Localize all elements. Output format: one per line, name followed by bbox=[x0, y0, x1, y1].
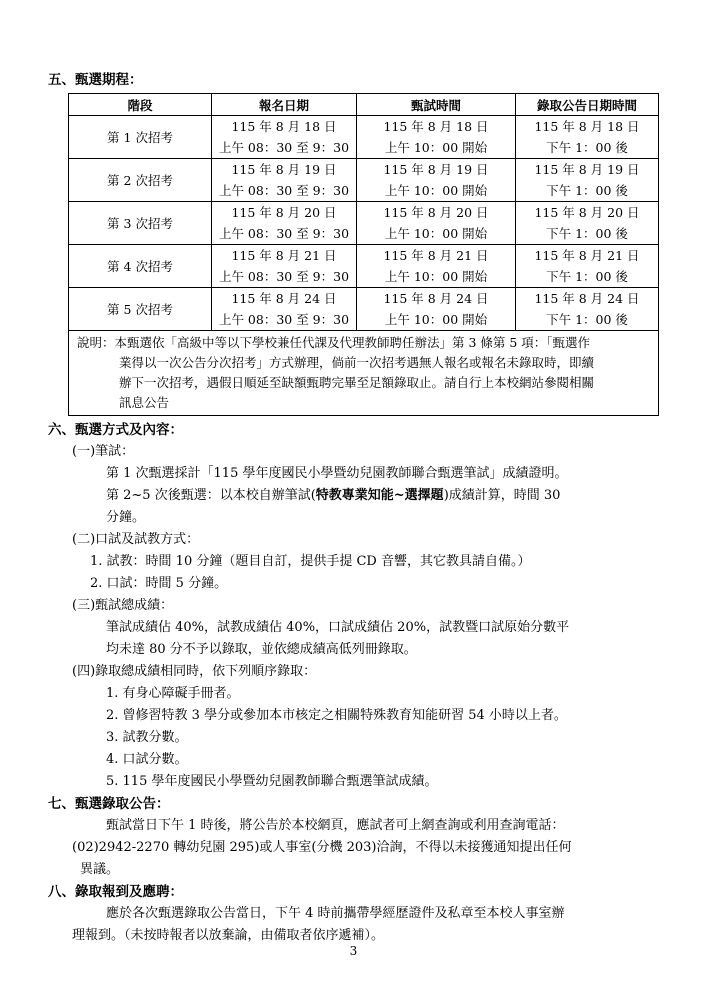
written-exam-heading: (一)筆試： bbox=[72, 444, 135, 459]
written-exam-line: 第 2~5 次後甄選：以本校自辦筆試(特教專業知能~選擇題)成績計算，時間 30 bbox=[106, 488, 561, 503]
exam-cell bbox=[357, 202, 516, 245]
section-8-heading: 八、錄取報到及應聘： bbox=[48, 884, 183, 900]
table-row bbox=[69, 159, 659, 202]
announcement-time: 下午 1：00 後 bbox=[546, 269, 628, 284]
announcement-date: 115 年 8 月 24 日 bbox=[534, 291, 640, 306]
announcement-time: 下午 1：00 後 bbox=[546, 312, 628, 327]
announcement-line: 異議。 bbox=[80, 862, 120, 877]
header-announcement-time: 錄取公告日期時間 bbox=[516, 94, 659, 116]
tie-break-item: 4. 口試分數。 bbox=[106, 752, 188, 767]
stage-cell: 第 4 次招考 bbox=[69, 245, 212, 288]
registration-date: 115 年 8 月 21 日 bbox=[231, 248, 337, 263]
registration-cell bbox=[212, 288, 357, 331]
section-5-heading: 五、甄選期程： bbox=[48, 72, 143, 88]
registration-cell bbox=[212, 159, 357, 202]
exam-date: 115 年 8 月 20 日 bbox=[383, 205, 489, 220]
header-registration-date: 報名日期 bbox=[212, 94, 357, 116]
exam-cell bbox=[357, 159, 516, 202]
written-exam-line: 第 1 次甄選採計「115 學年度國民小學暨幼兒園教師聯合甄選筆試」成績證明。 bbox=[106, 466, 568, 481]
exam-time: 上午 10：00 開始 bbox=[384, 183, 488, 198]
tie-break-heading: (四)錄取總成績相同時，依下列順序錄取： bbox=[72, 664, 317, 679]
exam-date: 115 年 8 月 19 日 bbox=[383, 162, 489, 177]
table-note bbox=[69, 331, 659, 416]
stage-cell: 第 2 次招考 bbox=[69, 159, 212, 202]
tie-break-item: 2. 曾修習特教 3 學分或參加本市核定之相關特殊教育知能研習 54 小時以上者。 bbox=[106, 708, 567, 723]
total-score-line: 筆試成績佔 40%，試教成績佔 40%，口試成績佔 20%，試教暨口試原始分數平 bbox=[106, 620, 570, 635]
note-line: 業得以一次公告分次招考」方式辦理，倘前一次招考遇無人報名或報名未錄取時，即續 bbox=[119, 355, 595, 370]
written-exam-line: 分鐘。 bbox=[106, 510, 146, 525]
total-score-heading: (三)甄試總成績： bbox=[72, 598, 174, 613]
registration-date: 115 年 8 月 24 日 bbox=[231, 291, 337, 306]
table-row bbox=[69, 288, 659, 331]
registration-time: 上午 08：30 至 9：30 bbox=[218, 183, 350, 198]
table-note-row bbox=[69, 331, 659, 416]
exam-time: 上午 10：00 開始 bbox=[384, 269, 488, 284]
header-stage: 階段 bbox=[69, 94, 212, 116]
exam-date: 115 年 8 月 24 日 bbox=[383, 291, 489, 306]
announcement-cell bbox=[516, 245, 659, 288]
tie-break-item: 5. 115 學年度國民小學暨幼兒園教師聯合甄選筆試成績。 bbox=[106, 774, 438, 789]
announcement-time: 下午 1：00 後 bbox=[546, 226, 628, 241]
registration-time: 上午 08：30 至 9：30 bbox=[218, 140, 350, 155]
report-line: 理報到。（未按時報者以放棄論，由備取者依序遞補）。 bbox=[72, 928, 385, 943]
table-row bbox=[69, 202, 659, 245]
announcement-cell bbox=[516, 116, 659, 159]
announcement-date: 115 年 8 月 19 日 bbox=[534, 162, 640, 177]
note-line: 訊息公告 bbox=[119, 395, 170, 410]
exam-time: 上午 10：00 開始 bbox=[384, 140, 488, 155]
note-line: 說明：本甄選依「高級中等以下學校兼任代課及代理教師聘任辦法」第 3 條第 5 項：「甄選作 bbox=[77, 335, 591, 350]
registration-time: 上午 08：30 至 9：30 bbox=[218, 226, 350, 241]
registration-cell bbox=[212, 245, 357, 288]
table-row bbox=[69, 245, 659, 288]
note-line: 辦下一次招考，遇假日順延至缺額甄聘完畢至足額錄取止。請自行上本校網站參閱相關 bbox=[119, 375, 595, 390]
schedule-table bbox=[68, 93, 659, 416]
exam-time: 上午 10：00 開始 bbox=[384, 226, 488, 241]
exam-cell bbox=[357, 288, 516, 331]
registration-date: 115 年 8 月 18 日 bbox=[231, 119, 337, 134]
registration-time: 上午 08：30 至 9：30 bbox=[218, 312, 350, 327]
report-line: 應於各次甄選錄取公告當日，下午 4 時前攜帶學經歷證件及私章至本校人事室辦 bbox=[106, 906, 565, 921]
exam-cell bbox=[357, 116, 516, 159]
announcement-date: 115 年 8 月 21 日 bbox=[534, 248, 640, 263]
page-number: 3 bbox=[349, 944, 358, 958]
header-exam-time: 甄試時間 bbox=[357, 94, 516, 116]
table-header-row bbox=[69, 94, 659, 116]
oral-exam-item: 2. 口試：時間 5 分鐘。 bbox=[90, 576, 228, 591]
announcement-cell bbox=[516, 202, 659, 245]
announcement-date: 115 年 8 月 18 日 bbox=[534, 119, 640, 134]
announcement-line: (02)2942-2270 轉幼兒園 295)或人事室(分機 203)洽詢，不得以未接獲通知提出任何 bbox=[72, 840, 572, 855]
registration-cell bbox=[212, 202, 357, 245]
exam-date: 115 年 8 月 21 日 bbox=[383, 248, 489, 263]
announcement-line: 甄試當日下午 1 時後，將公告於本校網頁，應試者可上網查詢或利用查詢電話： bbox=[106, 818, 565, 833]
announcement-cell bbox=[516, 288, 659, 331]
oral-exam-heading: (二)口試及試教方式： bbox=[72, 532, 200, 547]
registration-date: 115 年 8 月 20 日 bbox=[231, 205, 337, 220]
stage-cell: 第 5 次招考 bbox=[69, 288, 212, 331]
registration-time: 上午 08：30 至 9：30 bbox=[218, 269, 350, 284]
exam-date: 115 年 8 月 18 日 bbox=[383, 119, 489, 134]
written-exam-subject: 特教專業知能~選擇題 bbox=[315, 488, 444, 503]
announcement-time: 下午 1：00 後 bbox=[546, 183, 628, 198]
stage-cell: 第 3 次招考 bbox=[69, 202, 212, 245]
stage-cell: 第 1 次招考 bbox=[69, 116, 212, 159]
tie-break-item: 3. 試教分數。 bbox=[106, 730, 188, 745]
table-row bbox=[69, 116, 659, 159]
oral-exam-item: 1. 試教：時間 10 分鐘（題目自訂，提供手提 CD 音響，其它教具請自備。） bbox=[90, 554, 531, 569]
registration-cell bbox=[212, 116, 357, 159]
total-score-line: 均未達 80 分不予以錄取，並依總成績高低列冊錄取。 bbox=[106, 642, 417, 657]
section-7-heading: 七、甄選錄取公告： bbox=[48, 796, 170, 812]
registration-date: 115 年 8 月 19 日 bbox=[231, 162, 337, 177]
announcement-date: 115 年 8 月 20 日 bbox=[534, 205, 640, 220]
section-6-heading: 六、甄選方式及內容： bbox=[48, 422, 183, 438]
announcement-cell bbox=[516, 159, 659, 202]
tie-break-item: 1. 有身心障礙手冊者。 bbox=[106, 686, 240, 701]
exam-cell bbox=[357, 245, 516, 288]
announcement-time: 下午 1：00 後 bbox=[546, 140, 628, 155]
exam-time: 上午 10：00 開始 bbox=[384, 312, 488, 327]
